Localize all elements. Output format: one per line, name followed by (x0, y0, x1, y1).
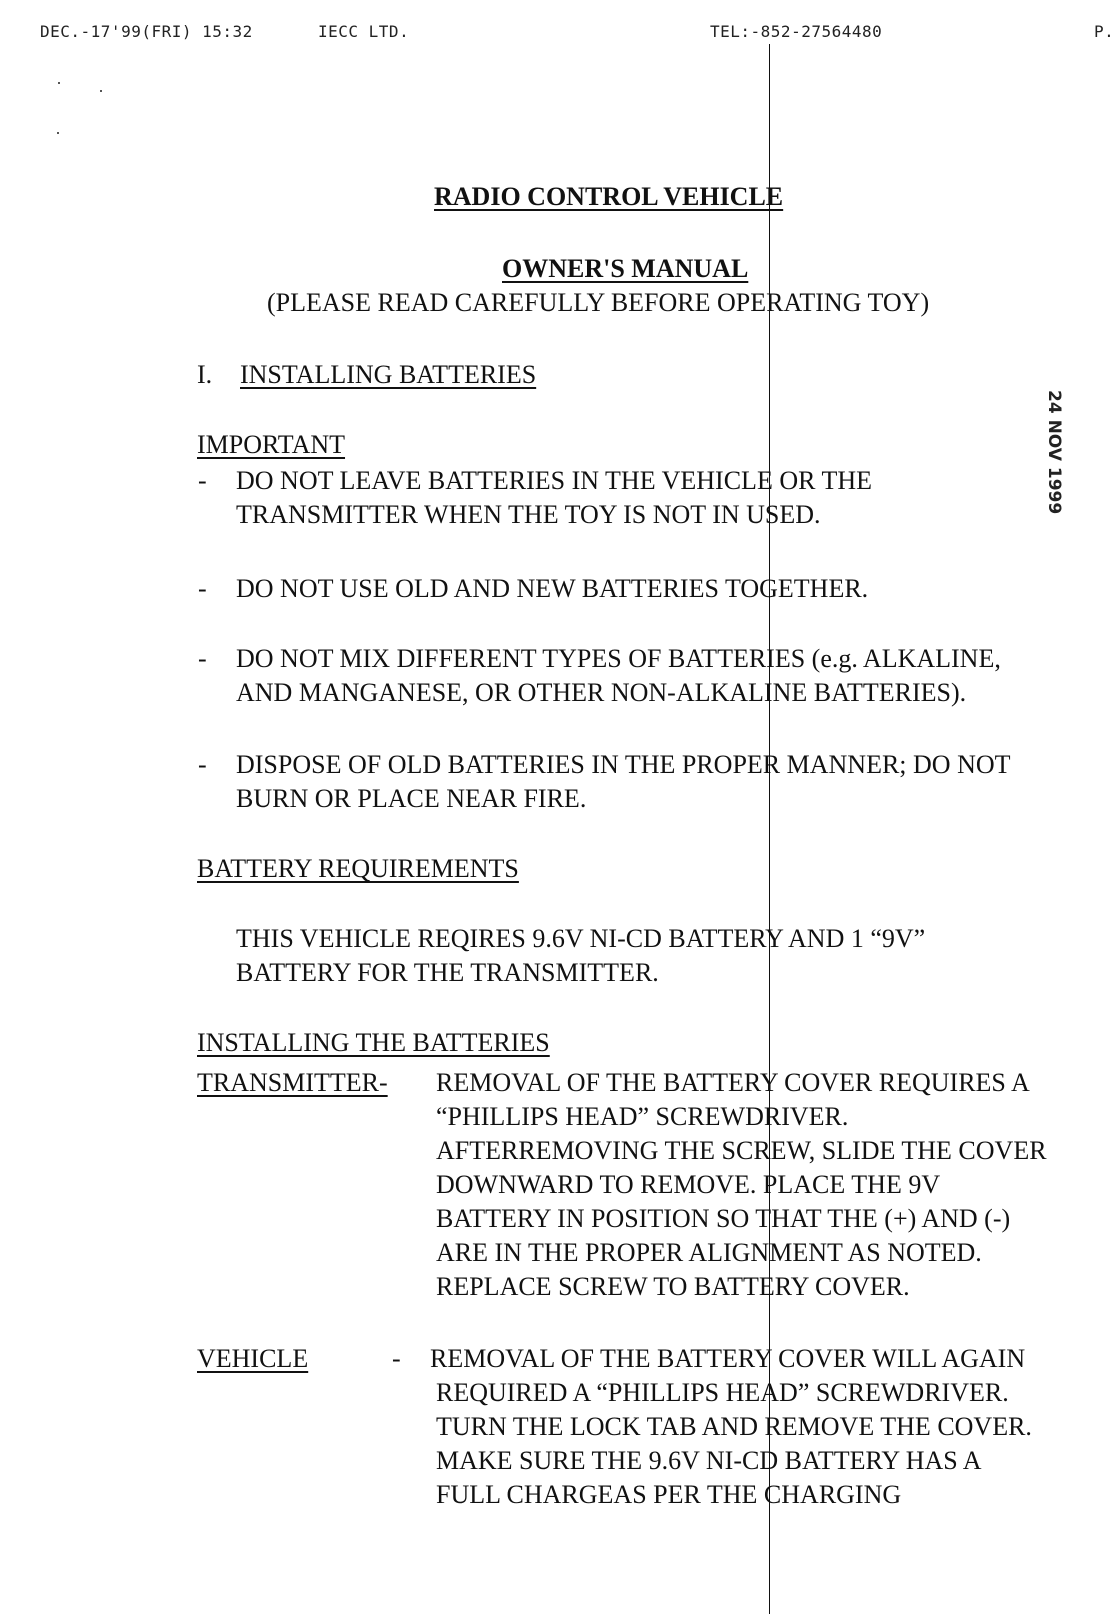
fax-page: P. (1094, 22, 1115, 41)
transmitter-line: “PHILLIPS HEAD” SCREWDRIVER. (436, 1102, 849, 1131)
transmitter-line: AFTERREMOVING THE SCREW, SLIDE THE COVER (436, 1136, 1047, 1165)
important-line: DISPOSE OF OLD BATTERIES IN THE PROPER MANNER; DO NOT (236, 750, 1011, 779)
requirements-line: THIS VEHICLE REQIRES 9.6V NI-CD BATTERY AND 1 “9V” (236, 924, 926, 953)
important-line: AND MANGANESE, OR OTHER NON-ALKALINE BATTERIES). (236, 678, 967, 707)
vehicle-line: TURN THE LOCK TAB AND REMOVE THE COVER. (436, 1412, 1032, 1441)
bullet-mark: - (198, 750, 207, 779)
scan-speck (58, 82, 60, 84)
document-subtitle: OWNER'S MANUAL (502, 254, 749, 283)
bullet-mark: - (198, 466, 207, 495)
transmitter-line: DOWNWARD TO REMOVE. PLACE THE 9V (436, 1170, 941, 1199)
section-number: I. (197, 360, 213, 389)
important-line: BURN OR PLACE NEAR FIRE. (236, 784, 587, 813)
section-heading: INSTALLING BATTERIES (240, 360, 537, 389)
transmitter-line: BATTERY IN POSITION SO THAT THE (+) AND (-) (436, 1204, 1011, 1233)
fax-company: IECC LTD. (318, 22, 410, 41)
vehicle-line: REQUIRED A “PHILLIPS HEAD” SCREWDRIVER. (436, 1378, 1009, 1407)
fax-tel: TEL:-852-27564480 (710, 22, 883, 41)
important-line: DO NOT MIX DIFFERENT TYPES OF BATTERIES (e.g. ALKALINE, (236, 644, 1001, 673)
important-line: DO NOT USE OLD AND NEW BATTERIES TOGETHER. (236, 574, 869, 603)
document-title: RADIO CONTROL VEHICLE (434, 182, 784, 211)
received-date-stamp: 24 NOV 1999 (1044, 390, 1064, 515)
vehicle-label: VEHICLE (197, 1344, 309, 1373)
vehicle-line: REMOVAL OF THE BATTERY COVER WILL AGAIN (430, 1344, 1026, 1373)
important-line: DO NOT LEAVE BATTERIES IN THE VEHICLE OR THE (236, 466, 873, 495)
transmitter-line: ARE IN THE PROPER ALIGNMENT AS NOTED. (436, 1238, 982, 1267)
transmitter-label: TRANSMITTER- (197, 1068, 388, 1097)
scan-speck (57, 132, 59, 134)
vehicle-line: FULL CHARGEAS PER THE CHARGING (436, 1480, 902, 1509)
subtitle-note: (PLEASE READ CAREFULLY BEFORE OPERATING TOY) (267, 288, 930, 317)
requirements-heading: BATTERY REQUIREMENTS (197, 854, 519, 883)
bullet-mark: - (198, 644, 207, 673)
requirements-line: BATTERY FOR THE TRANSMITTER. (236, 958, 659, 987)
important-heading: IMPORTANT (197, 430, 346, 459)
transmitter-line: REPLACE SCREW TO BATTERY COVER. (436, 1272, 910, 1301)
scan-speck (100, 90, 102, 92)
bullet-mark: - (198, 574, 207, 603)
important-line: TRANSMITTER WHEN THE TOY IS NOT IN USED. (236, 500, 821, 529)
fax-datetime: DEC.-17'99(FRI) 15:32 (40, 22, 253, 41)
vehicle-line: MAKE SURE THE 9.6V NI-CD BATTERY HAS A (436, 1446, 982, 1475)
transmitter-line: REMOVAL OF THE BATTERY COVER REQUIRES A (436, 1068, 1030, 1097)
vehicle-dash: - (392, 1344, 401, 1373)
installing-heading: INSTALLING THE BATTERIES (197, 1028, 550, 1057)
